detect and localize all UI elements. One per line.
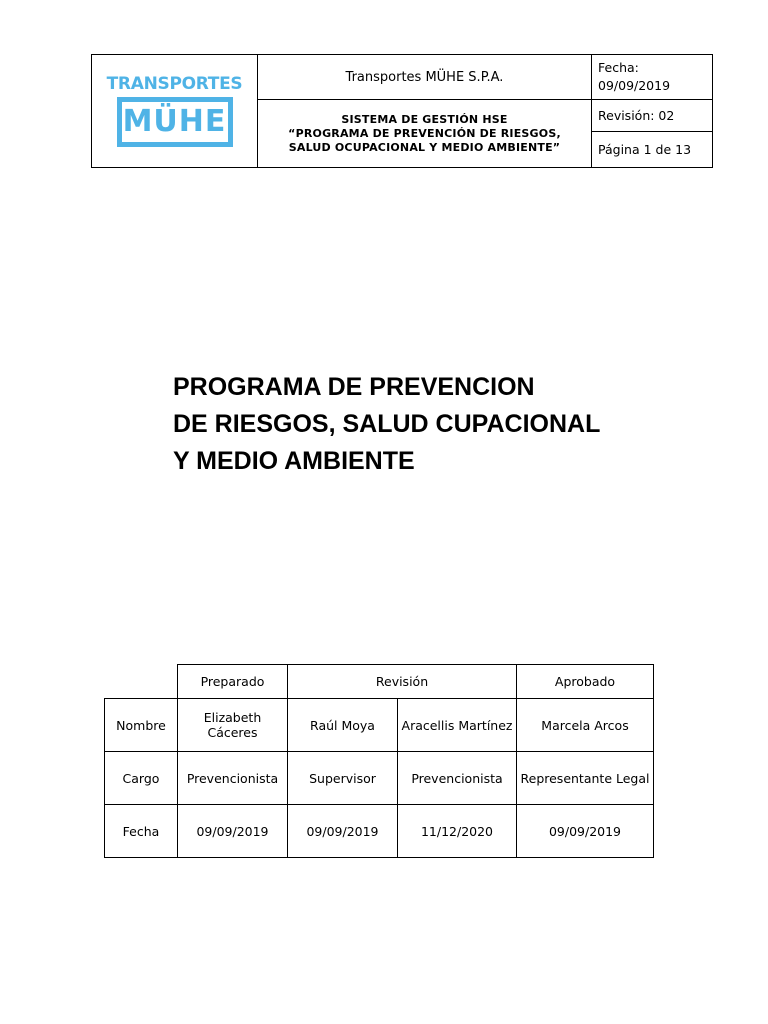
document-title-line3: Y MEDIO AMBIENTE [173,447,415,475]
cell-aprobado-nombre: Marcela Arcos [517,699,654,752]
row-label-nombre: Nombre [105,699,178,752]
cell-aprobado-fecha: 09/09/2019 [517,805,654,858]
cell-preparado-fecha: 09/09/2019 [178,805,288,858]
fecha-label: Fecha: [598,60,639,75]
system-title: SISTEMA DE GESTIÓN HSE [341,112,508,126]
fecha-value: 09/09/2019 [598,78,671,93]
row-label-fecha: Fecha [105,805,178,858]
cell-revision2-cargo: Prevencionista [398,752,517,805]
header-revision: Revisión [288,665,517,699]
program-title-line1: “PROGRAMA DE PREVENCIÓN DE RIESGOS, [288,126,561,140]
header-aprobado: Aprobado [517,665,654,699]
cell-revision1-fecha: 09/09/2019 [288,805,398,858]
logo-top-text: TRANSPORTES [106,74,243,94]
revision-cell [592,100,713,132]
system-title-cell [258,100,592,168]
company-logo [92,75,257,147]
approval-table [104,664,654,858]
fecha-cell [592,55,713,100]
cell-preparado-cargo: Prevencionista [178,752,288,805]
document-title-line1: PROGRAMA DE PREVENCION [173,373,535,401]
logo-cell [92,55,258,168]
approval-table-header-row [105,665,654,699]
blank-corner-cell [105,665,178,699]
cell-preparado-nombre: Elizabeth Cáceres [178,699,288,752]
cell-revision2-fecha: 11/12/2020 [398,805,517,858]
header-preparado: Preparado [178,665,288,699]
cell-revision1-nombre: Raúl Moya [288,699,398,752]
company-name: Transportes MÜHE S.P.A. [345,70,504,85]
table-row [105,752,654,805]
page-number-cell [592,132,713,168]
document-title-line2: DE RIESGOS, SALUD CUPACIONAL [173,410,601,438]
page-number: Página 1 de 13 [598,141,692,157]
program-title-line2: SALUD OCUPACIONAL Y MEDIO AMBIENTE” [288,140,561,154]
table-row [105,699,654,752]
logo-box-text: MÜHE [122,104,227,139]
cell-revision2-nombre: Aracellis Martínez [398,699,517,752]
logo-box [117,97,233,147]
revision-text: Revisión: 02 [598,107,675,123]
company-name-cell [258,55,592,100]
cell-aprobado-cargo: Representante Legal [517,752,654,805]
cell-revision1-cargo: Supervisor [288,752,398,805]
table-row [105,805,654,858]
row-label-cargo: Cargo [105,752,178,805]
document-title [173,369,733,480]
document-header-table [91,54,713,168]
